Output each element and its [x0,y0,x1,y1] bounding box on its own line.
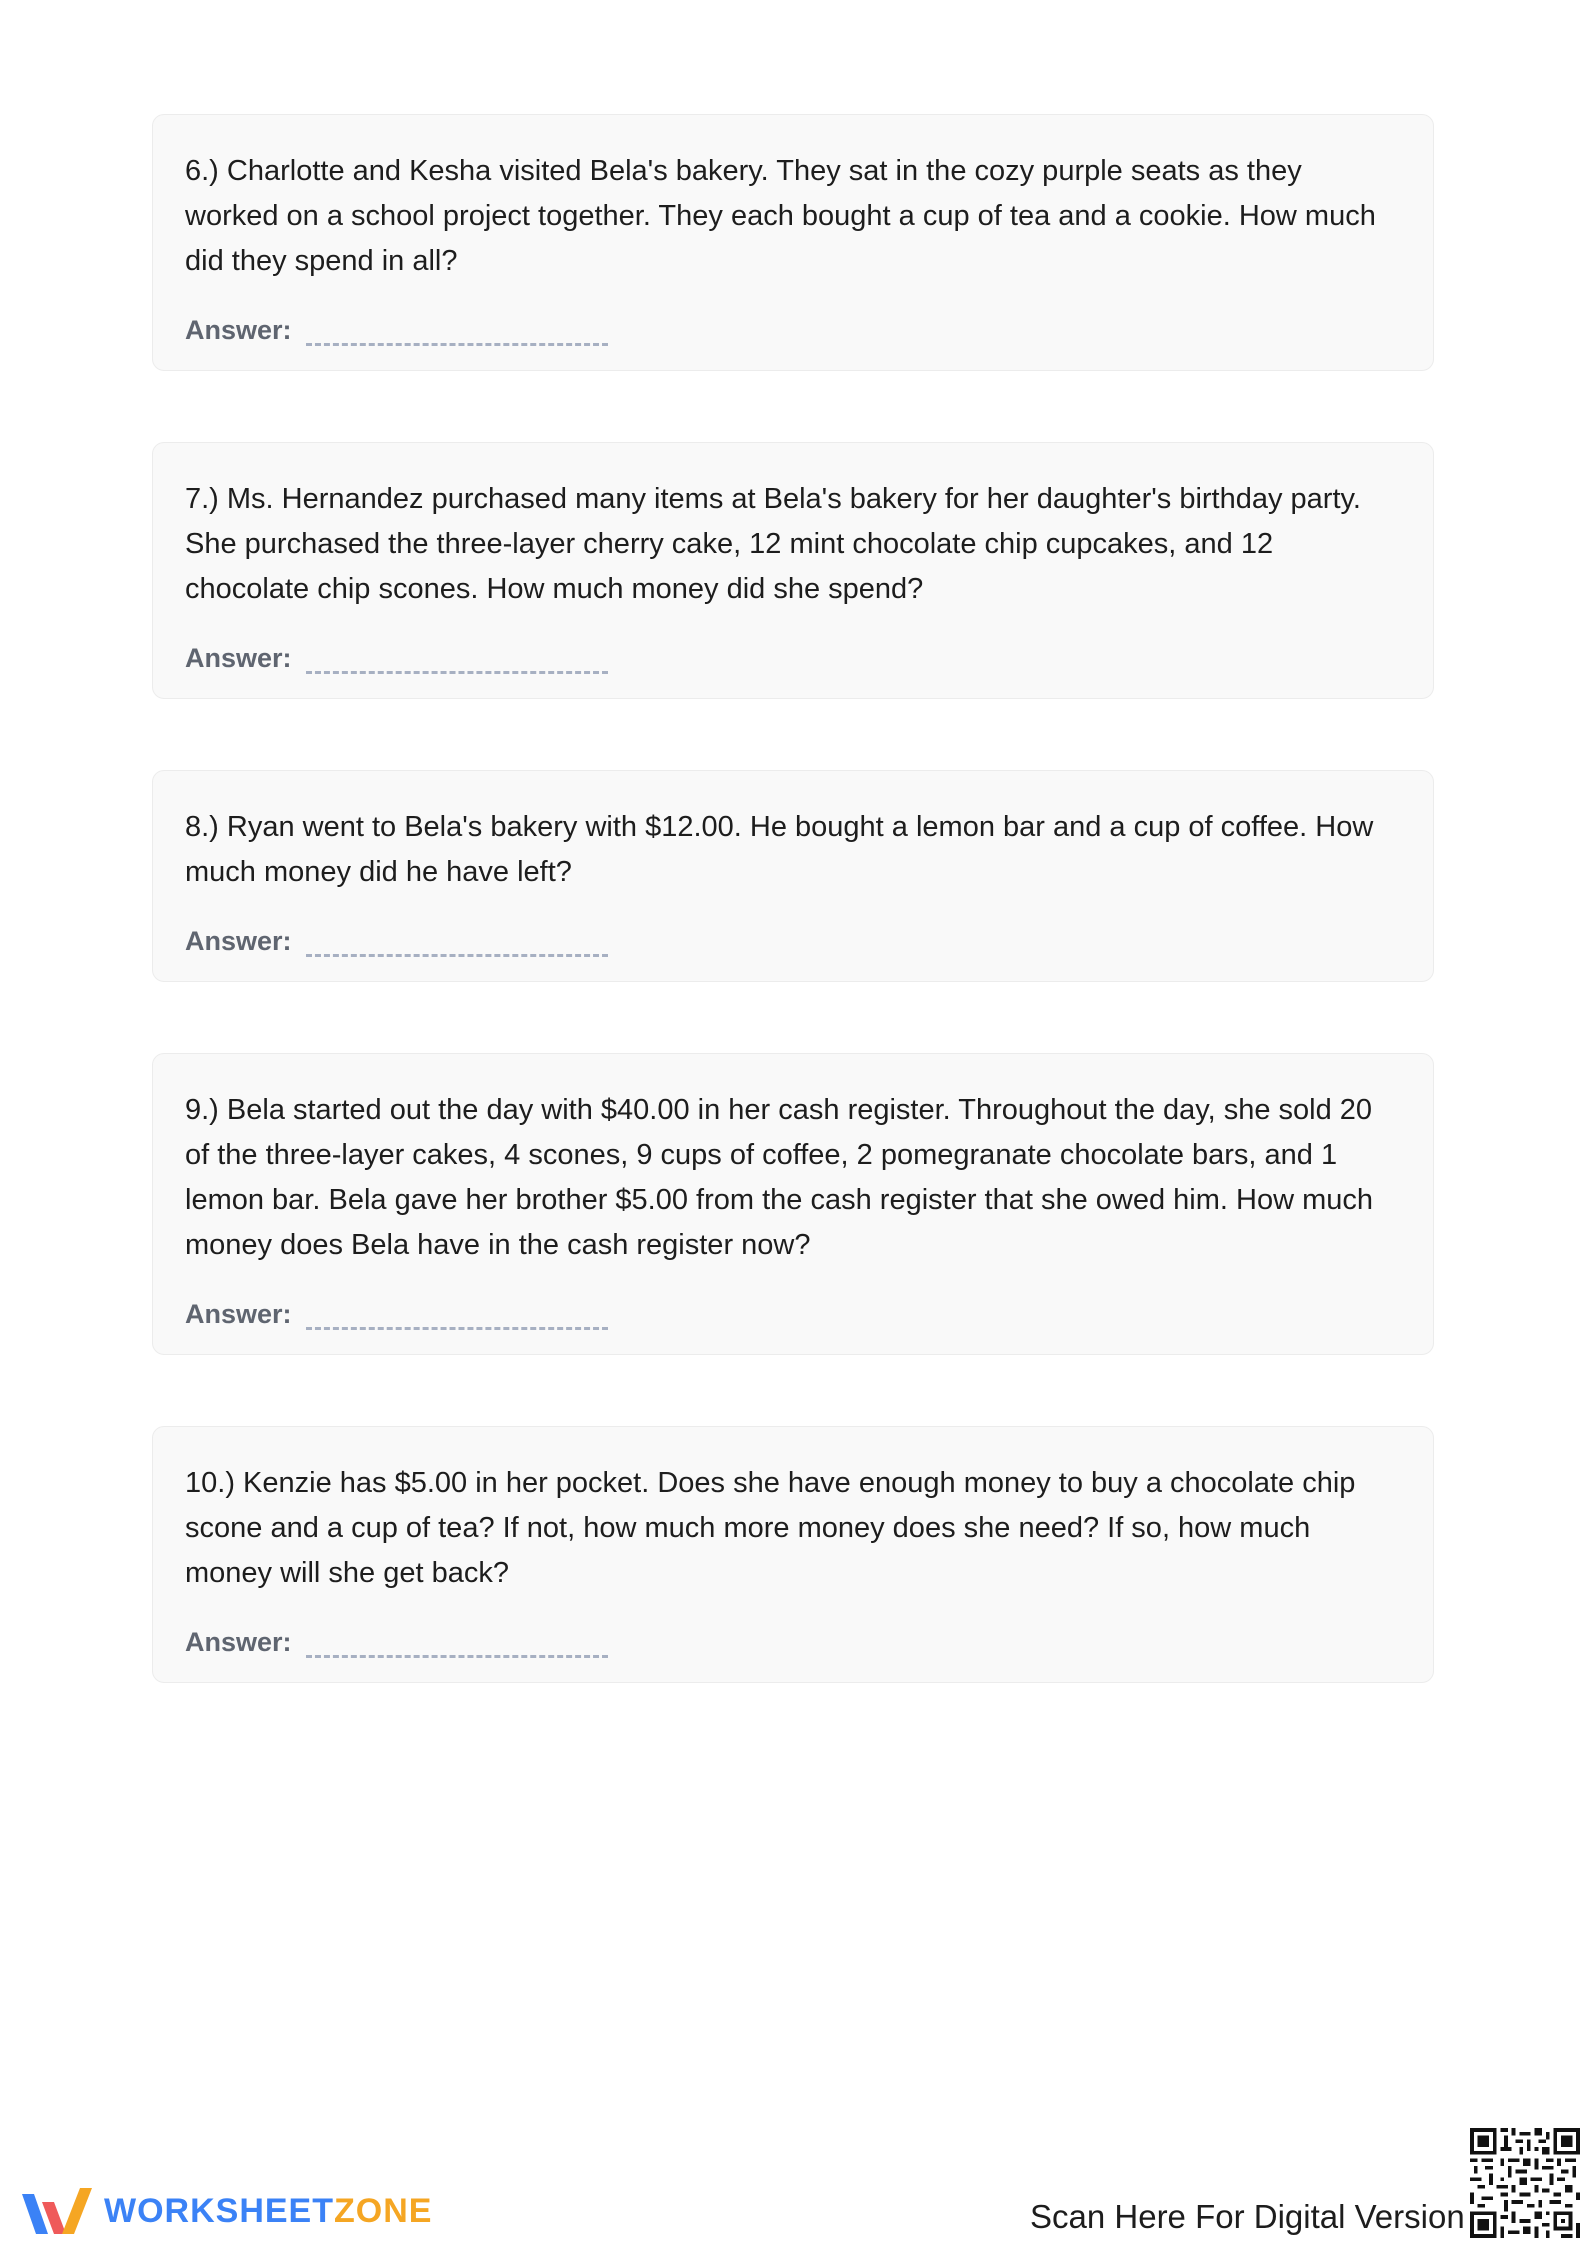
worksheetzone-logo[interactable] [18,2182,432,2240]
answer-blank[interactable] [306,1327,608,1330]
answer-row [185,632,1401,674]
answer-row [185,915,1401,957]
answer-blank[interactable] [306,671,608,674]
answer-label: Answer: [185,1627,292,1657]
question-card-8 [152,770,1434,982]
scan-caption: Scan Here For Digital Version [1030,2198,1465,2235]
logo-text-part2: ZONE [334,2191,433,2230]
logo-text [104,2192,432,2231]
question-text: 7.) Ms. Hernandez purchased many items at Bela's bakery for her daughter's birthday party. She purchased the three-layer cherry cake, 12 mint chocolate chip cupcakes, and 12 chocolate chip scones. How much money did she spend? [185,483,1361,605]
logo-text-part1: WORKSHEET [104,2191,334,2230]
answer-label: Answer: [185,315,292,345]
answer-blank[interactable] [306,954,608,957]
question-text: 8.) Ryan went to Bela's bakery with $12.00. He bought a lemon bar and a cup of coffee. How much money did he have left? [185,811,1374,888]
answer-row [185,304,1401,346]
answer-row [185,1288,1401,1330]
question-list [152,114,1434,1754]
question-text: 9.) Bela started out the day with $40.00 in her cash register. Throughout the day, she sold 20 of the three-layer cakes, 4 scones, 9 cups of coffee, 2 pomegranate chocolate bars, and 1 lemon bar. Bela gave her brother $5.00 from the cash register that she owed him. How much money does Bela have in the cash register now? [185,1094,1374,1261]
question-text: 6.) Charlotte and Kesha visited Bela's bakery. They sat in the cozy purple seats as they worked on a school project together. They each bought a cup of tea and a cookie. How much did they spend in all? [185,155,1376,277]
question-card-7 [152,442,1434,699]
answer-label: Answer: [185,643,292,673]
question-card-10 [152,1426,1434,1683]
answer-label: Answer: [185,926,292,956]
page-footer [0,2120,1588,2246]
answer-blank[interactable] [306,343,608,346]
worksheetzone-logo-icon [18,2182,94,2240]
question-card-9 [152,1053,1434,1355]
question-text: 10.) Kenzie has $5.00 in her pocket. Does she have enough money to buy a chocolate chip scone and a cup of tea? If not, how much more money does she need? If so, how much money will she get back? [185,1467,1356,1589]
answer-blank[interactable] [306,1655,608,1658]
qr-code-icon[interactable] [1470,2128,1580,2238]
question-card-6 [152,114,1434,371]
answer-label: Answer: [185,1299,292,1329]
answer-row [185,1616,1401,1658]
